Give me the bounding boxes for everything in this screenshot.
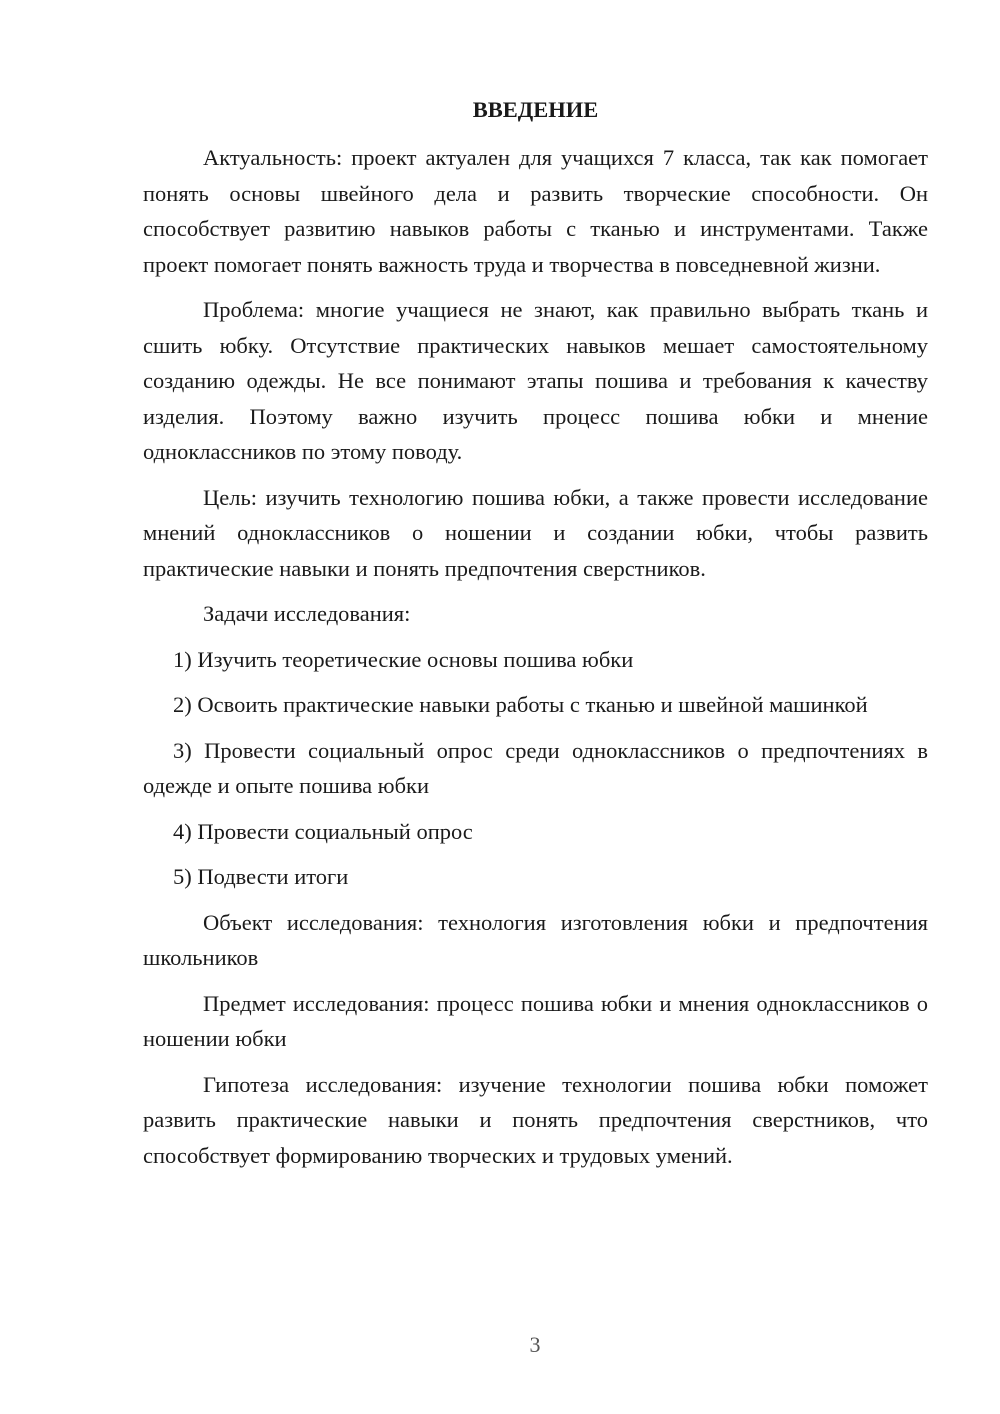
task-item-4: 4) Провести социальный опрос: [173, 818, 473, 844]
object-paragraph: Объект исследования: технология изготовления юбки и предпочтения школьников: [143, 909, 928, 970]
problem-paragraph: Проблема: многие учащиеся не знают, как правильно выбрать ткань и сшить юбку. Отсутствие практических навыков мешает самостоятельному созданию одежды. Не все понимают этапы пошива и требования к качеству изделия. Поэтому важно изучить процесс пошива юбки и мнение одноклассников по этому поводу.: [143, 297, 928, 464]
task-item-2: 2) Освоить практические навыки работы с тканью и швейной машинкой: [173, 692, 868, 717]
section-heading: ВВЕДЕНИЕ: [472, 97, 599, 122]
page-number: 3: [529, 1332, 541, 1357]
task-item-3: 3) Провести социальный опрос среди одноклассников о предпочтениях в одежде и опыте пошива юбки: [143, 737, 928, 798]
subject-paragraph: Предмет исследования: процесс пошива юбки и мнения одноклассников о ношении юбки: [143, 990, 928, 1051]
goal-paragraph: Цель: изучить технологию пошива юбки, а также провести исследование мнений одноклассников о ношении и создании юбки, чтобы развить практические навыки и понять предпочтения сверстников.: [143, 484, 928, 581]
relevance-paragraph: Актуальность: проект актуален для учащихся 7 класса, так как помогает понять основы швейного дела и развить творческие способности. Он способствует развитию навыков работы с тканью и инструментами. Также проект помогает понять важность труда и творчества в повседневной жизни.: [143, 145, 928, 277]
page-content: [143, 88, 928, 1183]
hypothesis-paragraph: Гипотеза исследования: изучение технологии пошива юбки поможет развить практические навыки и понять предпочтения сверстников, что способствует формированию творческих и трудовых умений.: [143, 1071, 928, 1168]
task-item-1: 1) Изучить теоретические основы пошива юбки: [173, 646, 634, 672]
task-item-5: 5) Подвести итоги: [173, 864, 349, 889]
tasks-heading: Задачи исследования:: [203, 601, 411, 626]
